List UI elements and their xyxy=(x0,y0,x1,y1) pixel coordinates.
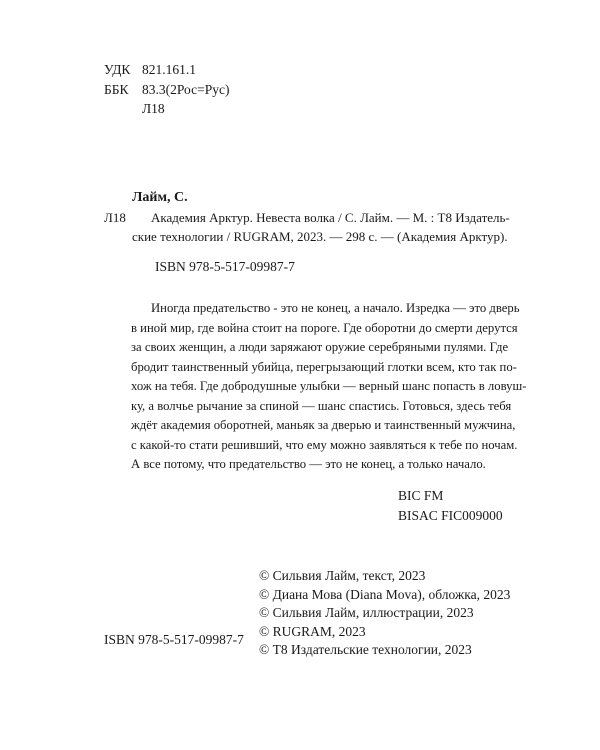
udk-value: 821.161.1 xyxy=(142,62,196,77)
udk-row xyxy=(104,60,196,79)
annotation-line: ку, а волчье рычание за спиной — шанс спастись. Готовься, здесь тебя xyxy=(131,398,512,413)
bib-line-2: ские технологии / RUGRAM, 2023. — 298 с. — (Академия Арктур). xyxy=(132,229,508,244)
copyright-list xyxy=(259,567,510,660)
annotation-line: в иной мир, где война стоит на пороге. Где оборотни до смерти дерутся xyxy=(131,320,518,335)
bib-line-1: Академия Арктур. Невеста волка / С. Лайм. — М. : Т8 Издатель- xyxy=(151,210,510,225)
annotation-line: с какой-то стати решивший, что ему можно заявляться к тебе по ночам. xyxy=(131,437,518,452)
annotation-line: ждёт академия оборотней, маньяк за дверью и таинственный мужчина, xyxy=(131,418,516,432)
isbn-main: ISBN 978-5-517-09987-7 xyxy=(155,259,295,274)
copyright-line: © RUGRAM, 2023 xyxy=(259,623,366,639)
annotation-line: бродит таинственный убийца, перегрызающий глотки всем, кто так по- xyxy=(131,359,517,374)
annotation-line: хож на тебя. Где добродушные улыбки — верный шанс попасть в ловуш- xyxy=(131,379,527,393)
bisac-code: BISAC FIC009000 xyxy=(398,508,503,523)
annotation-line: Иногда предательство - это не конец, а начало. Изредка — это дверь xyxy=(151,301,520,315)
annotation-line: за своих женщин, а люди заряжают оружие серебряными пулями. Где xyxy=(131,340,509,354)
udk-label: УДК xyxy=(104,62,131,77)
copyright-line: © Сильвия Лайм, иллюстрации, 2023 xyxy=(259,605,474,620)
bbk-row xyxy=(104,80,229,99)
author-mark-top: Л18 xyxy=(142,101,165,116)
copyright-line: © Диана Мова (Diana Mova), обложка, 2023 xyxy=(259,586,511,602)
isbn-bottom: ISBN 978-5-517-09987-7 xyxy=(104,632,244,647)
author-mark-bib: Л18 xyxy=(104,210,126,225)
bbk-label: ББК xyxy=(104,82,129,97)
copyright-line: © Т8 Издательские технологии, 2023 xyxy=(259,642,472,657)
annotation xyxy=(131,299,527,475)
copyright-line: © Сильвия Лайм, текст, 2023 xyxy=(259,568,426,583)
bic-code: BIC FM xyxy=(398,488,444,503)
author-name: Лайм, С. xyxy=(132,190,188,205)
bibliographic-description xyxy=(132,208,510,246)
annotation-line: А все потому, что предательство — это не конец, а только начало. xyxy=(131,457,486,471)
bbk-value: 83.3(2Рос=Рус) xyxy=(142,82,230,97)
